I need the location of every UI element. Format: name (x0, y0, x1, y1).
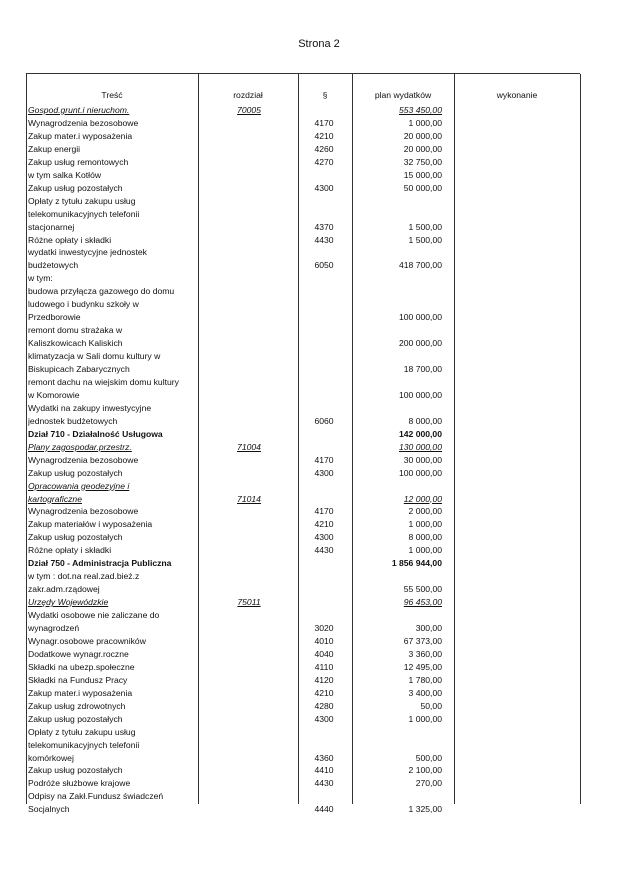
row-description: Dodatkowe wynagr.roczne (28, 648, 129, 659)
row-description: Wynagrodzenia bezosobowe (28, 506, 139, 517)
table-row (26, 415, 580, 428)
header-paragraf: § (322, 90, 328, 100)
table-row (26, 221, 580, 234)
table-row (26, 467, 580, 480)
row-paragraf: 4270 (314, 156, 334, 167)
table-row (26, 752, 580, 765)
row-description: Przedborowie (28, 312, 81, 323)
row-description: Składki na Fundusz Pracy (28, 674, 128, 685)
row-paragraf: 6060 (314, 415, 334, 426)
row-description: Zakup energii (28, 143, 81, 154)
table-row (26, 790, 580, 803)
row-description: Zakup usług remontowych (28, 156, 129, 167)
row-plan: 1 000,00 (408, 545, 442, 556)
table-row (26, 596, 580, 609)
row-plan: 300,00 (415, 623, 442, 633)
table-row (26, 117, 580, 130)
row-plan: 1 000,00 (408, 117, 442, 128)
row-description: Wynagr.osobowe pracowników (28, 635, 146, 646)
row-description: Zakup usług pozostałych (28, 765, 123, 776)
table-row (26, 259, 580, 272)
row-description: Podróże służbowe krajowe (28, 778, 131, 789)
row-description: Różne opłaty i składki (28, 545, 112, 556)
table-row (26, 389, 580, 402)
table-row (26, 350, 580, 363)
table-row (26, 635, 580, 648)
row-paragraf: 4300 (314, 182, 334, 193)
row-description: Różne opłaty i składki (28, 234, 112, 245)
row-plan: 12 000,00 (403, 493, 442, 504)
row-description: telekomunikacyjnych telefonii (28, 208, 140, 219)
table-row (26, 402, 580, 415)
table-row (26, 246, 580, 259)
table-row (26, 480, 580, 493)
table-row (26, 428, 580, 441)
row-plan: 500,00 (415, 752, 442, 763)
table-row (26, 505, 580, 518)
row-description: budżetowych (28, 260, 79, 271)
table-row (26, 687, 580, 700)
row-description: Zakup mater.i wyposażenia (28, 130, 133, 141)
row-description: ludowego i budynku szkoły w (28, 299, 139, 310)
table-row (26, 363, 580, 376)
column-divider (580, 74, 581, 804)
table-row (26, 661, 580, 674)
row-plan: 32 750,00 (403, 156, 442, 167)
row-description: wydatki inwestycyjne jednostek (28, 247, 147, 258)
row-description: w tym : dot.na real.zad.bież.z (28, 571, 140, 582)
row-paragraf: 4170 (314, 117, 334, 128)
row-plan: 2 100,00 (408, 765, 442, 776)
row-plan: 20 000,00 (403, 130, 442, 141)
row-description: zakr.adm.rządowej (28, 584, 100, 595)
row-rozdzial: 75011 (237, 597, 261, 608)
row-plan: 3 360,00 (408, 648, 442, 659)
row-plan: 30 000,00 (403, 454, 442, 465)
row-plan: 200 000,00 (398, 338, 442, 349)
table-row (26, 739, 580, 752)
row-plan: 1 780,00 (408, 674, 442, 685)
row-plan: 1 000,00 (408, 519, 442, 530)
table-row (26, 609, 580, 622)
table-row (26, 583, 580, 596)
row-description: Kaliszkowicach Kaliskich (28, 338, 123, 349)
row-description: Zakup usług pozostałych (28, 467, 123, 478)
row-paragraf: 4440 (314, 804, 334, 815)
row-description: wynagrodzeń (28, 623, 80, 633)
row-paragraf: 4300 (314, 713, 334, 724)
row-plan: 142 000,00 (398, 428, 442, 439)
header-plan: plan wydatków (374, 90, 432, 100)
row-description: Zakup usług pozostałych (28, 713, 123, 724)
table-row (26, 622, 580, 635)
table-row (26, 648, 580, 661)
table-row (26, 130, 580, 143)
row-description: Składki na ubezp.społeczne (28, 661, 135, 672)
row-description: stacjonarnej (28, 221, 75, 232)
row-plan: 1 325,00 (408, 804, 442, 815)
row-plan: 1 500,00 (408, 234, 442, 245)
row-plan: 8 000,00 (408, 532, 442, 543)
row-paragraf: 4260 (314, 143, 334, 154)
table-row (26, 441, 580, 454)
row-plan: 100 000,00 (398, 467, 442, 478)
table-row (26, 674, 580, 687)
row-description: Wynagrodzenia bezosobowe (28, 117, 139, 128)
table-row (26, 557, 580, 570)
table-row (26, 156, 580, 169)
row-description: Biskupicach Zabarycznych (28, 364, 130, 374)
row-description: Opracowania geodezyjne i (28, 480, 130, 491)
table-row (26, 272, 580, 285)
table-row (26, 531, 580, 544)
row-description: Wynagrodzenia bezosobowe (28, 454, 139, 465)
row-plan: 12 495,00 (403, 661, 442, 672)
row-paragraf: 4210 (314, 130, 334, 141)
row-description: Dział 710 - Działalność Usługowa (28, 428, 163, 439)
expenditure-table (26, 73, 580, 815)
row-paragraf: 4410 (314, 765, 334, 776)
table-row (26, 324, 580, 337)
row-description: remont domu strażaka w (28, 325, 123, 336)
row-paragraf: 3020 (314, 623, 334, 633)
row-paragraf: 4430 (314, 234, 334, 245)
row-description: Zakup usług pozostałych (28, 182, 123, 193)
row-plan: 55 500,00 (403, 584, 442, 595)
row-plan: 67 373,00 (403, 635, 442, 646)
row-plan: 20 000,00 (403, 143, 442, 154)
row-description: Zakup usług pozostałych (28, 532, 123, 543)
row-description: jednostek budżetowych (28, 415, 118, 426)
row-plan: 18 700,00 (403, 364, 442, 374)
row-description: Dział 750 - Administracja Publiczna (28, 558, 172, 569)
table-row (26, 764, 580, 777)
row-description: Wydatki osobowe nie zaliczane do (28, 610, 160, 621)
row-description: w tym salka Kotłów (28, 169, 102, 180)
table-row (26, 104, 580, 117)
row-paragraf: 4280 (314, 700, 334, 711)
row-description: w Komorowie (28, 389, 80, 400)
row-plan: 50 000,00 (403, 182, 442, 193)
header-wykonanie: wykonanie (496, 90, 538, 100)
row-plan: 15 000,00 (403, 169, 442, 180)
row-plan: 130 000,00 (398, 441, 442, 452)
row-paragraf: 4360 (314, 752, 334, 763)
row-description: Opłaty z tytułu zakupu usług (28, 726, 136, 737)
table-row (26, 143, 580, 156)
row-plan: 1 856 944,00 (391, 558, 442, 569)
row-description: telekomunikacyjnych telefonii (28, 739, 140, 750)
row-description: budowa przyłącza gazowego do domu (28, 286, 175, 297)
table-row (26, 700, 580, 713)
row-plan: 100 000,00 (398, 312, 442, 323)
row-description: Zakup mater.i wyposażenia (28, 687, 133, 698)
row-description: klimatyzacja w Sali domu kultury w (28, 351, 161, 362)
table-row (26, 311, 580, 324)
row-paragraf: 4210 (314, 519, 334, 530)
table-row (26, 713, 580, 726)
table-row (26, 234, 580, 247)
row-plan: 8 000,00 (408, 415, 442, 426)
table-row (26, 182, 580, 195)
row-paragraf: 4110 (314, 661, 334, 672)
row-paragraf: 4430 (314, 778, 334, 789)
table-row (26, 777, 580, 790)
row-rozdzial: 71004 (237, 441, 261, 452)
row-description: Wydatki na zakupy inwestycyjne (28, 402, 152, 413)
row-plan: 1 000,00 (408, 713, 442, 724)
table-row (26, 376, 580, 389)
table-row (26, 454, 580, 467)
table-row (26, 518, 580, 531)
page-title: Strona 2 (298, 38, 340, 50)
row-plan: 418 700,00 (398, 260, 442, 271)
row-description: kartograficzne (28, 493, 82, 504)
table-row (26, 298, 580, 311)
table-row (26, 803, 580, 816)
table-row (26, 544, 580, 557)
table-row (26, 726, 580, 739)
row-plan: 96 453,00 (403, 597, 442, 608)
row-description: Zakup usług zdrowotnych (28, 700, 126, 711)
row-plan: 3 400,00 (408, 687, 442, 698)
row-paragraf: 4010 (314, 635, 334, 646)
row-paragraf: 4300 (314, 467, 334, 478)
row-plan: 100 000,00 (398, 389, 442, 400)
row-description: Zakup materiałów i wyposażenia (28, 519, 153, 530)
table-row (26, 493, 580, 506)
row-rozdzial: 71014 (237, 493, 261, 504)
row-plan: 50,00 (420, 700, 442, 711)
row-plan: 553 450,00 (398, 105, 442, 115)
table-row (26, 285, 580, 298)
table-row (26, 169, 580, 182)
row-paragraf: 4300 (314, 532, 334, 543)
row-paragraf: 4040 (314, 648, 334, 659)
row-description: w tym: (28, 273, 53, 284)
table-row (26, 570, 580, 583)
row-description: Plany zagospodar.przestrz. (28, 441, 132, 452)
row-description: Odpisy na Zakł.Fundusz świadczeń (28, 791, 164, 802)
row-paragraf: 4210 (314, 687, 334, 698)
row-plan: 2 000,00 (408, 506, 442, 517)
row-plan: 1 500,00 (408, 221, 442, 232)
row-description: komórkowej (28, 752, 74, 763)
table-row (26, 195, 580, 208)
row-description: Opłaty z tytułu zakupu usług (28, 195, 136, 206)
row-plan: 270,00 (415, 778, 442, 789)
table-row (26, 337, 580, 350)
row-paragraf: 4430 (314, 545, 334, 556)
table-row (26, 208, 580, 221)
row-description: Urzędy Wojewódzkie (28, 597, 109, 608)
row-paragraf: 4120 (314, 674, 334, 685)
row-paragraf: 4170 (314, 454, 334, 465)
row-paragraf: 4170 (314, 506, 334, 517)
row-description: remont dachu na wiejskim domu kultury (28, 376, 179, 387)
row-description: Socjalnych (28, 804, 70, 815)
row-paragraf: 4370 (314, 221, 334, 232)
row-description: Gospod.grunt.i nieruchom. (28, 105, 130, 115)
row-paragraf: 6050 (314, 260, 334, 271)
header-rozdzial: rozdział (233, 90, 263, 100)
row-rozdzial: 70005 (237, 105, 261, 115)
header-tresc: Treść (101, 90, 123, 100)
